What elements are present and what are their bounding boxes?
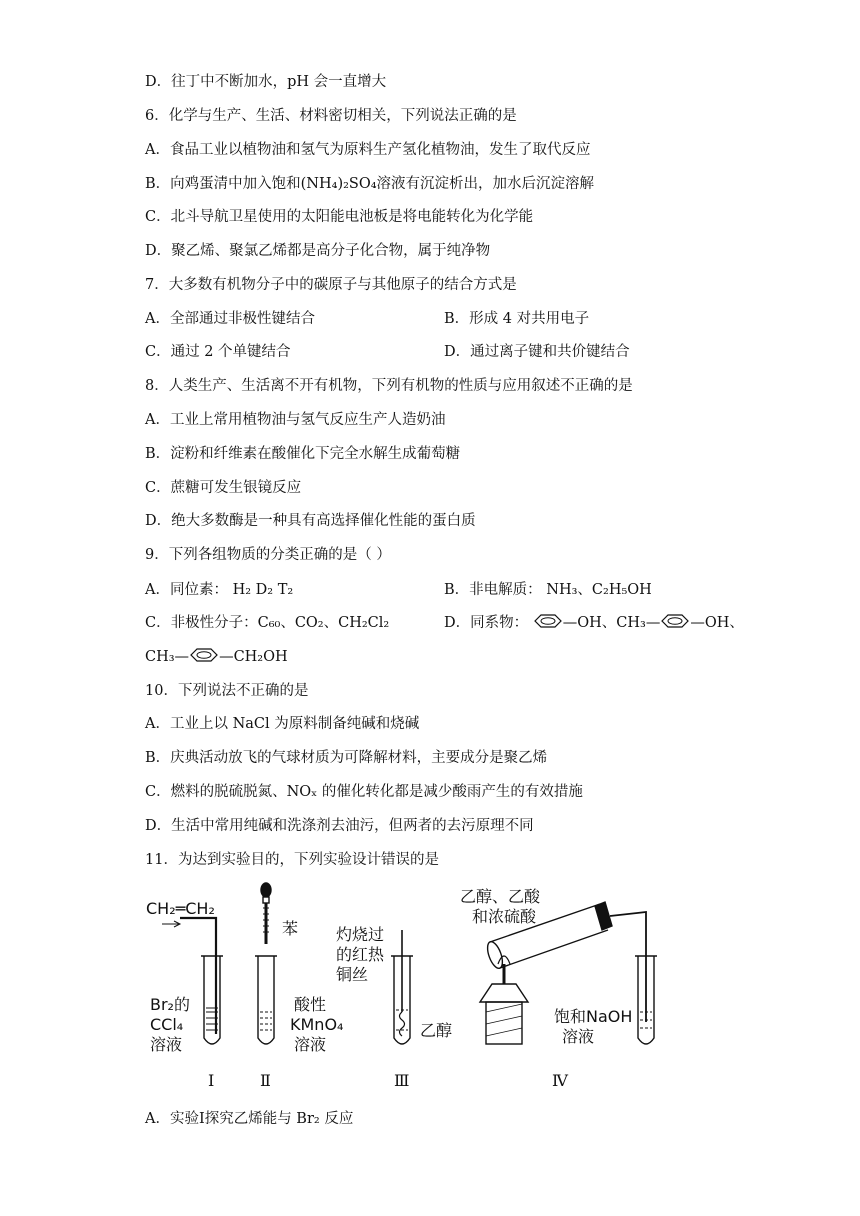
benzene-ring-icon [660,613,690,629]
label-cu-3: 铜丝 [336,965,369,984]
dropper [261,883,271,944]
q11-stem: 11．为达到实验目的，下列实验设计错误的是 [145,852,439,868]
q6-option-c: C．北斗导航卫星使用的太阳能电池板是将电能转化为化学能 [145,209,534,225]
q10-option-a: A．工业上以 NaCl 为原料制备纯碱和烧碱 [145,716,420,732]
experiment-figure [140,872,740,1100]
q9-option-d-cont [145,647,288,667]
label-kmno4: KMnO₄ [290,1015,344,1034]
q6-option-d: D．聚乙烯、聚氯乙烯都是高分子化合物，属于纯净物 [145,243,491,259]
q10-option-c: C．燃料的脱硫脱氮、NOₓ 的催化转化都是减少酸雨产生的有效措施 [145,784,583,800]
test-tube-1 [204,956,220,1044]
q7-option-d: D．通过离子键和共价键结合 [444,344,630,360]
q8-option-a: A．工业上常用植物油与氢气反应生产人造奶油 [145,412,446,428]
label-naoh: 饱和NaOH [554,1007,633,1026]
q6-stem: 6．化学与生产、生活、材料密切相关，下列说法正确的是 [145,108,517,124]
liquid-level-2 [260,1012,272,1030]
label-solution-1: 溶液 [150,1035,183,1054]
test-tube-2 [258,956,274,1044]
q9-option-d-label: D．同系物： [444,615,529,631]
label-roman-3: Ⅲ [394,1071,410,1090]
q9-option-c: C．非极性分子：C₆₀、CO₂、CH₂Cl₂ [145,615,390,631]
q6-option-b: B．向鸡蛋清中加入饱和(NH₄)₂SO₄溶液有沉淀析出，加水后沉淀溶解 [145,176,595,192]
q7-stem: 7．大多数有机物分子中的碳原子与其他原子的结合方式是 [145,277,517,293]
q7-option-a: A．全部通过非极性键结合 [145,311,315,327]
q10-option-b: B．庆典活动放飞的气球材质为可降解材料，主要成分是聚乙烯 [145,750,548,766]
label-roman-1: Ⅰ [208,1071,215,1090]
label-roman-4: Ⅳ [552,1071,568,1090]
benzene-ring-icon [533,613,563,629]
q8-option-c: C．蔗糖可发生银镜反应 [145,480,302,496]
label-ccl4: CCl₄ [150,1015,184,1034]
q11-option-a: A．实验Ⅰ探究乙烯能与 Br₂ 反应 [145,1111,354,1127]
delivery-tube [610,912,646,1022]
q7-option-b: B．形成 4 对共用电子 [444,311,590,327]
q8-stem: 8．人类生产、生活离不开有机物，下列有机物的性质与应用叙述不正确的是 [145,378,633,394]
label-cu-1: 灼烧过 [336,925,385,944]
q9-option-d-part1: —OH、CH₃— [562,615,661,631]
label-cu-2: 的红热 [336,945,385,964]
alcohol-lamp [480,984,528,1002]
q9-stem: 9．下列各组物质的分类正确的是（ ） [145,547,391,563]
label-ethylene: CH₂═CH₂ [146,899,215,918]
q8-option-d: D．绝大多数酶是一种具有高选择催化性能的蛋白质 [145,513,476,529]
label-benzene: 苯 [282,919,299,938]
label-solution-2: 溶液 [294,1035,327,1054]
label-br2: Br₂的 [150,995,190,1014]
q7-option-c: C．通过 2 个单键结合 [145,344,291,360]
q6-option-a: A．食品工业以植物油和氢气为原料生产氢化植物油，发生了取代反应 [145,142,591,158]
q9-option-a: A．同位素： H₂ D₂ T₂ [145,582,294,598]
label-acidic: 酸性 [294,995,327,1014]
q5-option-d: D．往丁中不断加水，pH 会一直增大 [145,74,387,90]
label-solution-4: 溶液 [562,1027,595,1046]
stopper [595,902,612,930]
q10-option-d: D．生活中常用纯碱和洗涤剂去油污，但两者的去污原理不同 [145,818,534,834]
q9-option-d-ch3: CH₃— [145,649,190,665]
label-ethanol: 乙醇 [420,1021,453,1040]
q9-option-d-part2: —OH、 [690,615,744,631]
label-roman-2: Ⅱ [260,1071,271,1090]
q8-option-b: B．淀粉和纤维素在酸催化下完全水解生成葡萄糖 [145,446,461,462]
q9-option-d-ch2oh: —CH₂OH [219,649,288,665]
label-ester-reagents-2: 和浓硫酸 [472,907,537,926]
q9-option-b: B．非电解质： NH₃、C₂H₅OH [444,582,652,598]
q10-stem: 10．下列说法不正确的是 [145,683,309,699]
q9-option-d [444,613,744,633]
gas-tube [180,918,216,1034]
label-ester-reagents-1: 乙醇、乙酸 [460,887,541,906]
benzene-ring-icon [189,647,219,663]
